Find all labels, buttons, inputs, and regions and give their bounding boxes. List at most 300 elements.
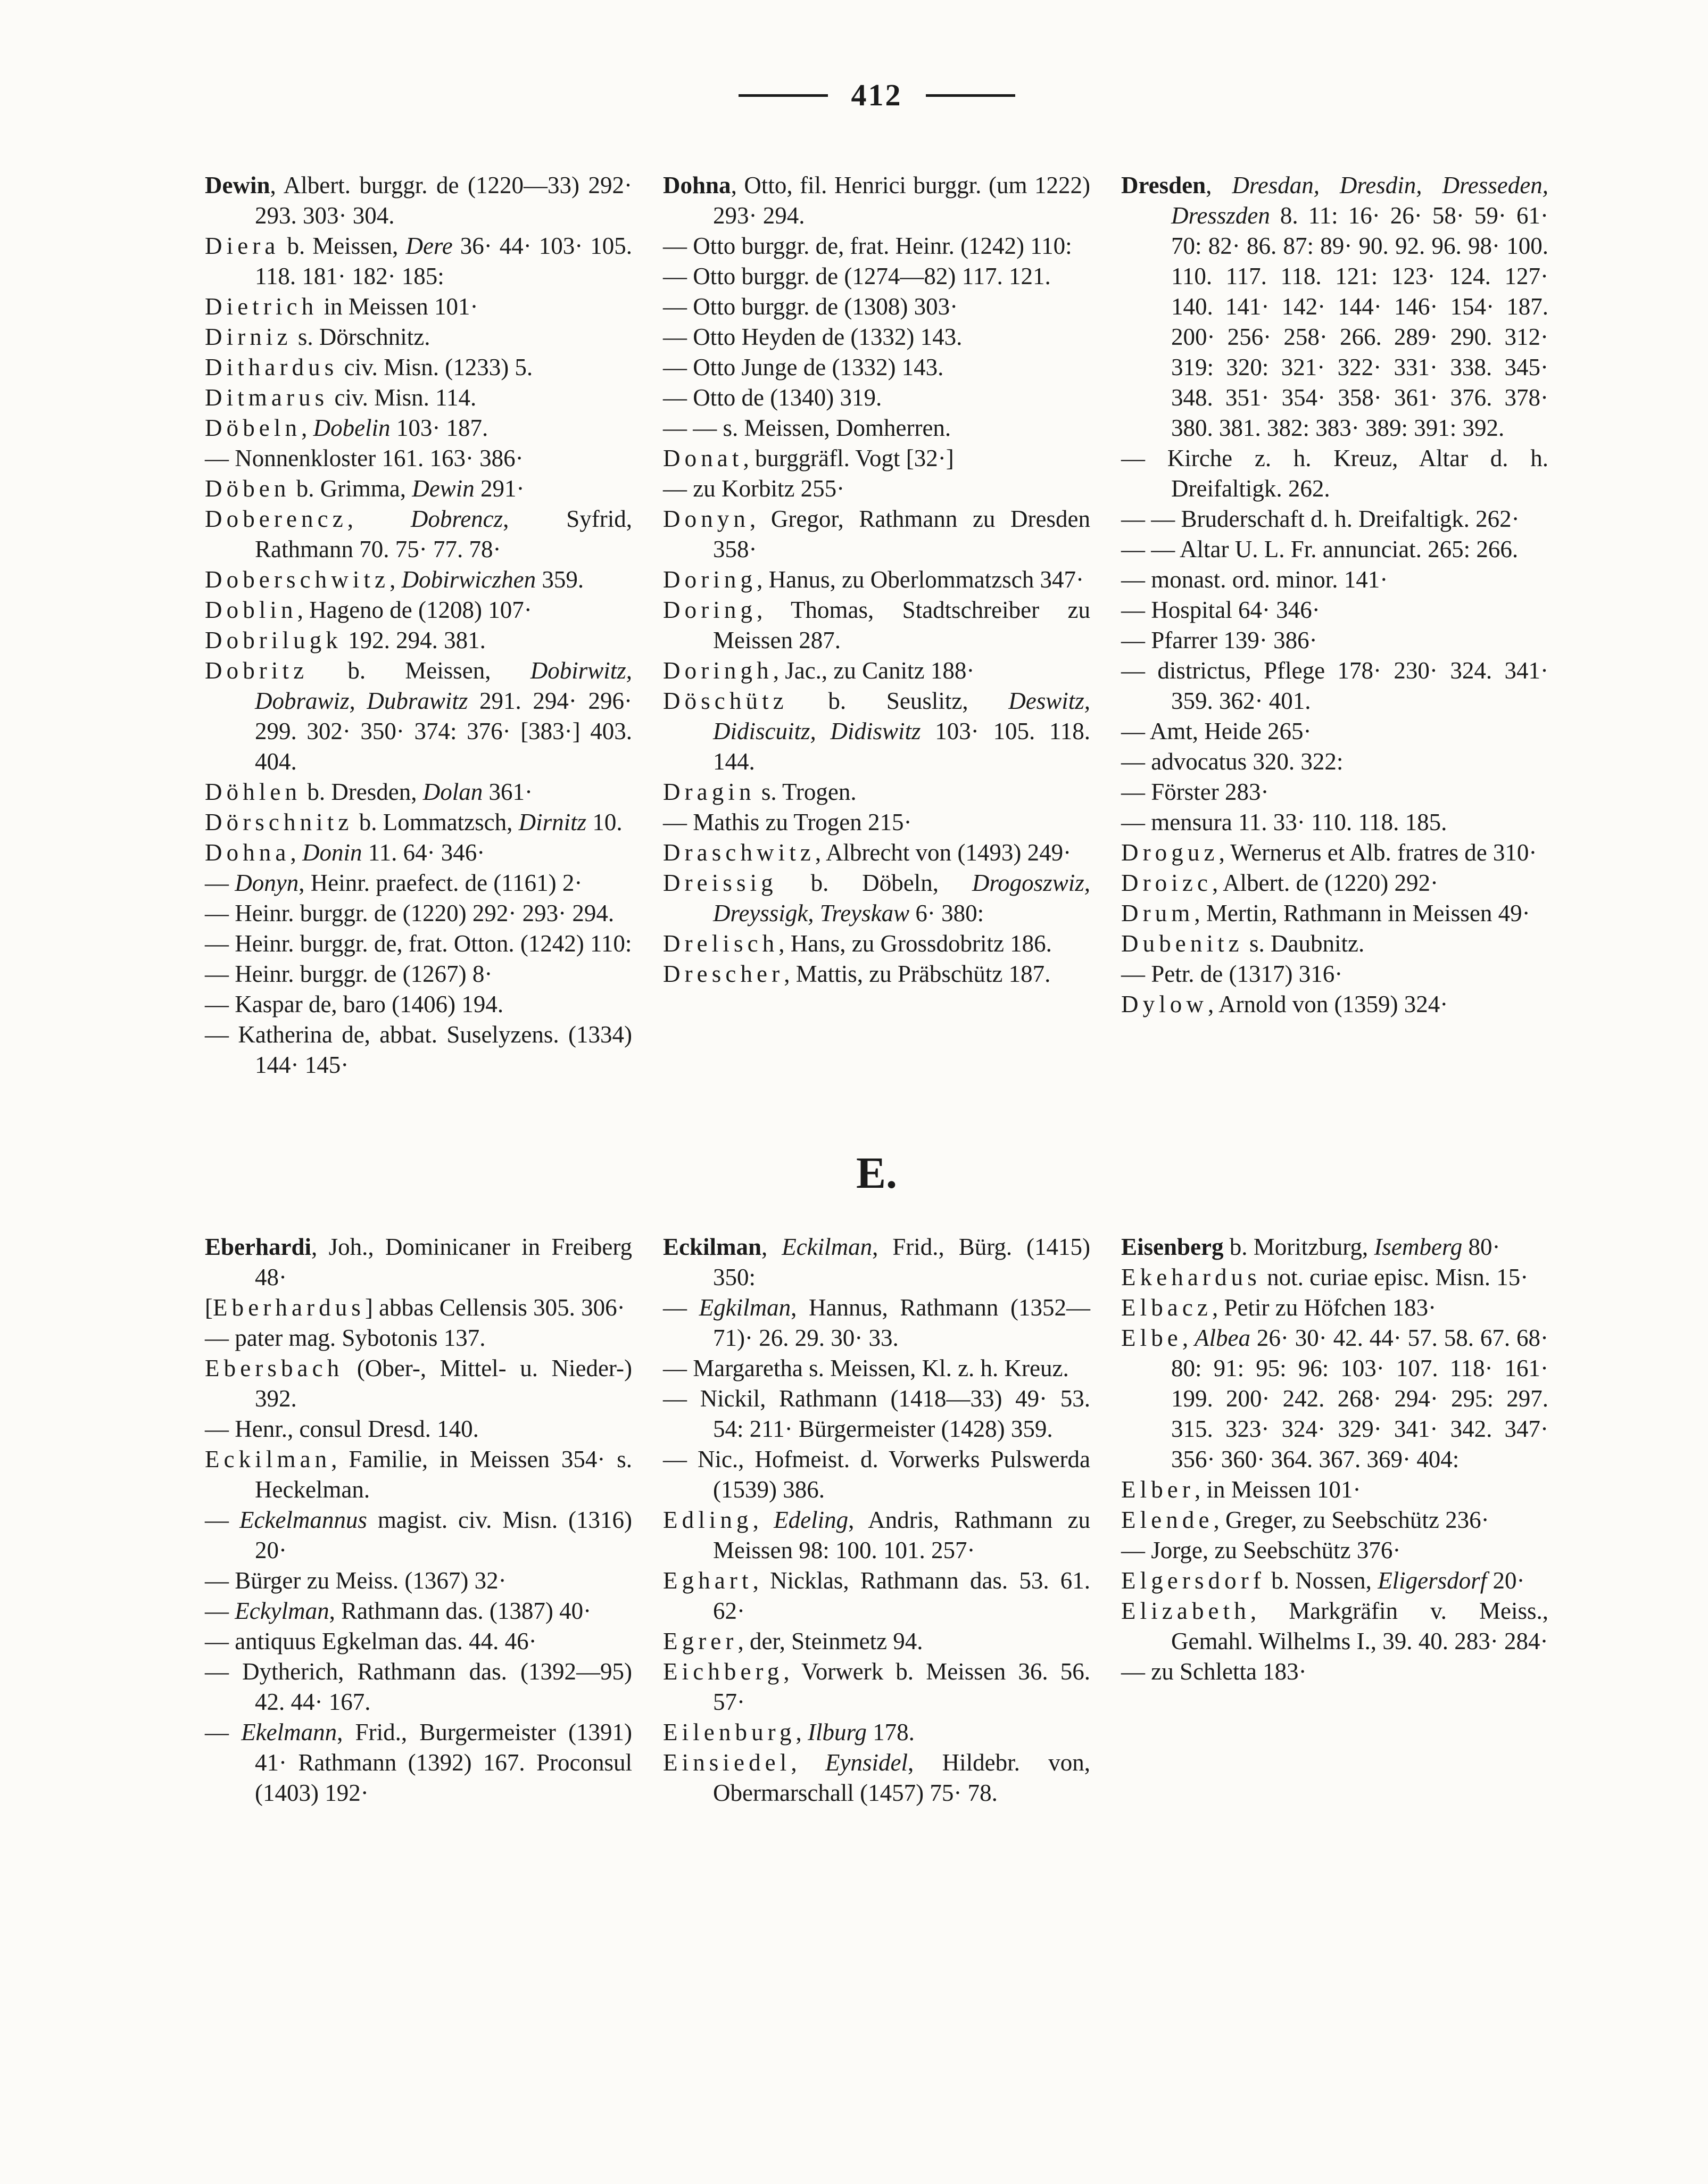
entry-text: — — Bruderschaft d. h. Dreifaltigk. 262· xyxy=(1121,506,1520,532)
variant-italic: Eckylman xyxy=(235,1598,329,1624)
index-entry xyxy=(663,595,1090,656)
headword-spaced: Drescher xyxy=(663,961,784,987)
headword-spaced: Elbacz xyxy=(1121,1294,1213,1321)
entry-text: — Bürger zu Meiss. (1367) 32· xyxy=(205,1567,507,1594)
entry-text: — Otto burggr. de (1308) 303· xyxy=(663,293,958,320)
index-entry xyxy=(205,1444,632,1505)
index-entry xyxy=(205,898,632,929)
entry-text: , xyxy=(1182,1325,1195,1351)
entry-text: — Katherina de, abbat. Suselyzens. (1334) 144· 145· xyxy=(205,1021,632,1078)
entry-text: , xyxy=(301,415,313,441)
entry-text: , xyxy=(347,506,411,532)
entry-text: , Albert. de (1220) 292· xyxy=(1212,870,1438,896)
entry-text: , Petir zu Höfchen 183· xyxy=(1212,1294,1437,1321)
entry-text: — monast. ord. minor. 141· xyxy=(1121,566,1388,593)
index-entry xyxy=(663,383,1090,413)
headword-spaced: Döben xyxy=(205,475,291,502)
index-entry xyxy=(1121,565,1548,595)
index-entry xyxy=(663,322,1090,352)
index-entry xyxy=(205,1596,632,1626)
entry-text: — Otto Junge de (1332) 143. xyxy=(663,354,944,380)
headword-bold: Eckilman xyxy=(663,1234,762,1260)
entry-text: , Mattis, zu Präbschütz 187. xyxy=(784,961,1051,987)
index-entry xyxy=(205,1323,632,1353)
index-entry xyxy=(205,1657,632,1717)
variant-italic: Donin xyxy=(302,839,362,866)
entry-text: — Jorge, zu Seebschütz 376· xyxy=(1121,1537,1401,1563)
index-entry xyxy=(205,170,632,231)
entry-text: , Arnold von (1359) 324· xyxy=(1208,991,1448,1017)
entry-text: — Pfarrer 139· 386· xyxy=(1121,627,1317,653)
entry-text: b. Lommatzsch, xyxy=(353,809,519,835)
entry-text: — Henr., consul Dresd. 140. xyxy=(205,1416,479,1442)
headword-bold: Eberhardi xyxy=(205,1234,312,1260)
entry-text: — Heinr. burggr. de, frat. Otton. (1242) 110: xyxy=(205,930,632,957)
entry-text: — zu Korbitz 255· xyxy=(663,475,845,502)
index-entry xyxy=(663,929,1090,959)
index-entry xyxy=(205,322,632,352)
headword-spaced: Eckilman xyxy=(205,1446,331,1472)
variant-italic: Deswitz, Didiscuitz, Didiswitz xyxy=(713,688,1090,744)
index-column xyxy=(1121,170,1548,1020)
index-entry xyxy=(205,443,632,474)
entry-text: , Heinr. praefect. de (1161) 2· xyxy=(299,870,583,896)
index-section xyxy=(205,170,1548,1080)
index-entry xyxy=(205,383,632,413)
entry-text: — Otto burggr. de (1274—82) 117. 121. xyxy=(663,263,1051,289)
index-entry xyxy=(1121,929,1548,959)
entry-text: — Otto Heyden de (1332) 143. xyxy=(663,324,963,350)
index-column xyxy=(663,1232,1090,1808)
headword-spaced: Dobritz xyxy=(205,657,309,684)
variant-italic: Ilburg xyxy=(808,1719,867,1745)
variant-italic: Drogoszwiz, Dreyssigk, Treyskaw xyxy=(713,870,1090,926)
entry-text: — Hospital 64· 346· xyxy=(1121,597,1320,623)
variant-italic: Dobelin xyxy=(313,415,391,441)
column-group xyxy=(205,1232,1548,1808)
entry-text: , Albert. burggr. de (1220—33) 292· 293. 303· 304. xyxy=(255,172,632,229)
index-entry xyxy=(205,929,632,959)
index-entry xyxy=(205,1717,632,1808)
variant-italic: Edeling xyxy=(774,1507,849,1533)
index-entry xyxy=(205,838,632,868)
headword-bold: Eisenberg xyxy=(1121,1234,1224,1260)
entry-text: s. Trogen. xyxy=(755,779,857,805)
index-entry xyxy=(663,292,1090,322)
entry-text: 103· 187. xyxy=(390,415,488,441)
page-number: 412 xyxy=(851,78,902,112)
entry-text: 359. xyxy=(536,566,584,593)
entry-text: , xyxy=(1206,172,1232,198)
entry-text: b. Seuslitz, xyxy=(787,688,1009,714)
index-entry xyxy=(1121,838,1548,868)
entry-text: , Frid., Burgermeister (1391) 41· Rathmann (1392) 167. Proconsul (1403) 192· xyxy=(255,1719,632,1806)
entry-text: , Hans, zu Grossdobritz 186. xyxy=(778,930,1052,957)
headword-bold: Dresden xyxy=(1121,172,1206,198)
index-entry xyxy=(205,777,632,807)
index-entry xyxy=(205,231,632,292)
headword-spaced: Dithardus xyxy=(205,354,338,380)
entry-text: , Familie, in Meissen 354· s. Heckelman. xyxy=(255,1446,632,1503)
entry-text: — xyxy=(205,870,235,896)
headword-spaced: Doring xyxy=(663,566,757,593)
headword-spaced: Döschütz xyxy=(663,688,788,714)
index-entry xyxy=(205,504,632,565)
entry-text: — Nic., Hofmeist. d. Vorwerks Pulswerda (1539) 386. xyxy=(663,1446,1090,1503)
headword-spaced: Dirniz xyxy=(205,324,292,350)
entry-text: — Petr. de (1317) 316· xyxy=(1121,961,1343,987)
entry-text: 11. 64· 346· xyxy=(362,839,485,866)
index-entry xyxy=(663,656,1090,686)
index-entry xyxy=(1121,443,1548,504)
index-entry xyxy=(205,656,632,777)
headword-spaced: Doblin xyxy=(205,597,297,623)
index-entry xyxy=(1121,747,1548,777)
entry-text: , xyxy=(290,839,302,866)
headword-spaced: Dobrilugk xyxy=(205,627,342,653)
headword-spaced: Doringh xyxy=(663,657,773,684)
entry-text: — Heinr. burggr. de (1220) 292· 293· 294. xyxy=(205,900,615,926)
index-entry xyxy=(663,1505,1090,1566)
index-entry xyxy=(663,1626,1090,1657)
entry-text: — xyxy=(205,1719,242,1745)
headword-spaced: Dreissig xyxy=(663,870,777,896)
entry-text: — advocatus 320. 322: xyxy=(1121,748,1344,775)
entry-text: b. Grimma, xyxy=(290,475,412,502)
index-entry xyxy=(1121,1475,1548,1505)
index-entry xyxy=(663,1748,1090,1808)
index-entry xyxy=(205,474,632,504)
headword-spaced: Dubenitz xyxy=(1121,930,1243,957)
headword-spaced: Donyn xyxy=(663,506,750,532)
index-entry xyxy=(663,413,1090,443)
headword-spaced: Elende xyxy=(1121,1507,1214,1533)
headword-spaced: Elbe xyxy=(1121,1325,1182,1351)
index-column xyxy=(205,1232,632,1808)
index-entry xyxy=(1121,504,1548,534)
entry-text: — zu Schletta 183· xyxy=(1121,1658,1307,1685)
headword-spaced: Einsiedel xyxy=(663,1749,791,1776)
headword-spaced: Droizc xyxy=(1121,870,1213,896)
index-entry xyxy=(663,1232,1090,1293)
header-rule-right xyxy=(926,94,1015,97)
variant-italic: Ekelmann xyxy=(241,1719,337,1745)
entry-text: b. Nossen, xyxy=(1265,1567,1378,1594)
entry-text: — Amt, Heide 265· xyxy=(1121,718,1312,744)
entry-text: — Kirche z. h. Kreuz, Altar d. h. Dreifaltigk. 262. xyxy=(1121,445,1548,502)
entry-text: , Thomas, Stadtschreiber zu Meissen 287. xyxy=(713,597,1090,653)
headword-spaced: Donat xyxy=(663,445,743,471)
index-entry xyxy=(663,959,1090,989)
index-entry xyxy=(1121,170,1548,443)
entry-text: , Frid., Bürg. (1415) 350: xyxy=(713,1234,1090,1290)
entry-text: , Jac., zu Canitz 188· xyxy=(773,657,975,684)
index-entry xyxy=(663,1566,1090,1626)
index-column xyxy=(663,170,1090,989)
index-entry xyxy=(1121,716,1548,747)
entry-text: , Vorwerk b. Meissen 36. 56. 57· xyxy=(713,1658,1090,1715)
index-entry xyxy=(663,352,1090,383)
entry-text: b. Dresden, xyxy=(301,779,423,805)
entry-text: , Gregor, Rathmann zu Dresden 358· xyxy=(713,506,1090,562)
entry-text: 10. xyxy=(586,809,623,835)
entry-text: , xyxy=(389,566,402,593)
entry-text: , Rathmann das. (1387) 40· xyxy=(329,1598,592,1624)
index-entry xyxy=(205,1232,632,1293)
index-entry xyxy=(205,1293,632,1323)
index-entry xyxy=(205,1020,632,1080)
entry-text: ] abbas Cellensis 305. 306· xyxy=(364,1294,625,1321)
headword-spaced: Doberencz xyxy=(205,506,347,532)
headword-spaced: Ebersbach xyxy=(205,1355,344,1381)
index-entry xyxy=(1121,777,1548,807)
entry-text: , in Meissen 101· xyxy=(1194,1476,1361,1503)
index-column xyxy=(1121,1232,1548,1687)
index-entry xyxy=(663,170,1090,231)
headword-spaced: Droguz xyxy=(1121,839,1219,866)
index-entry xyxy=(663,565,1090,595)
entry-text: not. curiae episc. Misn. 15· xyxy=(1261,1264,1529,1290)
entry-text: civ. Misn. (1233) 5. xyxy=(338,354,533,380)
variant-italic: Dere xyxy=(405,233,453,259)
headword-spaced: Dohna xyxy=(205,839,291,866)
entry-text: 80· xyxy=(1462,1234,1500,1260)
entry-text: 291. 294· 296· 299. 302· 350· 374: 376· [383·] 403. 404. xyxy=(255,688,632,775)
entry-text: 20· xyxy=(1487,1567,1525,1594)
entry-text: — Margaretha s. Meissen, Kl. z. h. Kreuz. xyxy=(663,1355,1069,1381)
headword-bold: Dewin xyxy=(205,172,270,198)
entry-text: — Heinr. burggr. de (1267) 8· xyxy=(205,961,493,987)
entry-text: , xyxy=(791,1749,826,1776)
entry-text: , Hageno de (1208) 107· xyxy=(297,597,532,623)
index-entry xyxy=(1121,1535,1548,1566)
index-entry xyxy=(1121,1596,1548,1657)
headword-spaced: Dylow xyxy=(1121,991,1208,1017)
headword-spaced: Doring xyxy=(663,597,757,623)
headword-spaced: Dörschnitz xyxy=(205,809,353,835)
variant-italic: Egkilman xyxy=(699,1294,791,1321)
entry-text: , Markgräfin v. Meiss., Gemahl. Wilhelms I., 39. 40. 283· 284· xyxy=(1171,1598,1548,1654)
entry-text: , der, Steinmetz 94. xyxy=(737,1628,923,1654)
entry-text: , Syfrid, Rathmann 70. 75· 77. 78· xyxy=(255,506,632,562)
entry-text: , Wernerus et Alb. fratres de 310· xyxy=(1218,839,1537,866)
entry-text: 36· 44· 103· 105. 118. 181· 182· 185: xyxy=(255,233,632,289)
entry-text: , xyxy=(795,1719,808,1745)
entry-text: , Mertin, Rathmann in Meissen 49· xyxy=(1194,900,1530,926)
index-entry xyxy=(1121,625,1548,656)
index-entry xyxy=(205,959,632,989)
entry-text: , xyxy=(761,1234,782,1260)
entry-text: — Otto burggr. de, frat. Heinr. (1242) 110: xyxy=(663,233,1072,259)
headword-spaced: Drum xyxy=(1121,900,1195,926)
index-entry xyxy=(1121,1505,1548,1535)
headword-spaced: Draschwitz xyxy=(663,839,815,866)
headword-spaced: Drelisch xyxy=(663,930,779,957)
index-entry xyxy=(1121,1232,1548,1262)
variant-italic: Dolan xyxy=(422,779,483,805)
index-entry xyxy=(1121,959,1548,989)
index-content xyxy=(205,170,1548,1808)
index-entry xyxy=(663,1444,1090,1505)
entry-text: s. Daubnitz. xyxy=(1243,930,1365,957)
index-entry xyxy=(205,1626,632,1657)
index-entry xyxy=(205,292,632,322)
entry-text: civ. Misn. 114. xyxy=(328,384,477,411)
entry-text: — districtus, Pflege 178· 230· 324. 341· 359. 362· 401. xyxy=(1121,657,1548,714)
entry-text: 8. 11: 16· 26· 58· 59· 61· 70: 82· 86. 87: 89· 90. 92. 96. 98· 100. 110. 117. 118. 121: 123· 124. 127· 140. 141· 142· 144· 146· 154· 187. 200· 256· 258· 266. 289· 290. 312· 319: 320: 321· 322· 331· 338. 345· 348. 351· 354· 358· 361· 376. 378· 380. 381. 382: 383· 389: 391: 392. xyxy=(1171,202,1548,441)
entry-text: — Kaspar de, baro (1406) 194. xyxy=(205,991,504,1017)
headword-spaced: Diera xyxy=(205,233,280,259)
index-entry xyxy=(1121,868,1548,898)
headword-spaced: Elizabeth xyxy=(1121,1598,1250,1624)
headword-spaced: Ditmarus xyxy=(205,384,329,411)
entry-text: — Nonnenkloster 161. 163· 386· xyxy=(205,445,524,471)
variant-italic: Dirnitz xyxy=(518,809,587,835)
entry-text: , Hanus, zu Oberlommatzsch 347· xyxy=(757,566,1084,593)
entry-text: — Dytherich, Rathmann das. (1392—95) 42. 44· 167. xyxy=(205,1658,632,1715)
index-column xyxy=(205,170,632,1080)
entry-text: 291· xyxy=(474,475,525,502)
entry-text: b. Meissen, xyxy=(308,657,530,684)
index-entry xyxy=(205,807,632,838)
index-entry xyxy=(663,686,1090,777)
entry-text: , Albrecht von (1493) 249· xyxy=(815,839,1072,866)
index-entry xyxy=(1121,898,1548,929)
variant-italic: Dewin xyxy=(412,475,475,502)
entry-text: — antiquus Egkelman das. 44. 46· xyxy=(205,1628,537,1654)
index-entry xyxy=(663,1293,1090,1353)
headword-spaced: Ekehardus xyxy=(1121,1264,1261,1290)
index-entry xyxy=(663,261,1090,292)
index-entry xyxy=(663,231,1090,261)
entry-text: — xyxy=(663,1294,699,1321)
entry-text: — xyxy=(205,1507,239,1533)
headword-spaced: Elber xyxy=(1121,1476,1195,1503)
variant-italic: Albea xyxy=(1195,1325,1250,1351)
variant-italic: Dobirwiczhen xyxy=(401,566,536,593)
headword-spaced: Dragin xyxy=(663,779,756,805)
entry-text: 178. xyxy=(866,1719,915,1745)
entry-text: in Meissen 101· xyxy=(318,293,478,320)
index-entry xyxy=(663,1717,1090,1748)
variant-italic: Eligersdorf xyxy=(1378,1567,1487,1594)
entry-text: magist. civ. Misn. (1316) 20· xyxy=(255,1507,633,1563)
entry-text: — — s. Meissen, Domherren. xyxy=(663,415,951,441)
headword-spaced: Dietrich xyxy=(205,293,318,320)
entry-text: 192. 294. 381. xyxy=(342,627,486,653)
variant-italic: Eynsidel xyxy=(825,1749,908,1776)
index-entry xyxy=(1121,1293,1548,1323)
entry-text: , Hannus, Rathmann (1352—71)· 26. 29. 30· 33. xyxy=(713,1294,1091,1351)
variant-italic: Eckilman xyxy=(782,1234,873,1260)
index-entry xyxy=(1121,1566,1548,1596)
entry-text: s. Dörschnitz. xyxy=(292,324,430,350)
section-heading: E. xyxy=(856,1148,898,1198)
entry-text: b. Meissen, xyxy=(279,233,406,259)
index-entry xyxy=(1121,1323,1548,1475)
entry-text: 6· 380: xyxy=(909,900,984,926)
entry-text: — Otto de (1340) 319. xyxy=(663,384,882,411)
entry-text: b. Döbeln, xyxy=(777,870,972,896)
entry-text: — Förster 283· xyxy=(1121,779,1269,805)
index-entry xyxy=(1121,989,1548,1020)
variant-italic: Dresdan, Dresdin, Dresseden, Dresszden xyxy=(1171,172,1549,229)
index-section xyxy=(205,1147,1548,1808)
index-entry xyxy=(663,838,1090,868)
index-entry xyxy=(663,1657,1090,1717)
index-entry xyxy=(1121,656,1548,716)
headword-spaced: Eichberg xyxy=(663,1658,784,1685)
entry-text: , Greger, zu Seebschütz 236· xyxy=(1213,1507,1489,1533)
index-entry xyxy=(205,989,632,1020)
entry-text: — — Altar U. L. Fr. annunciat. 265: 266. xyxy=(1121,536,1519,562)
index-entry xyxy=(205,595,632,625)
variant-italic: Donyn xyxy=(235,870,299,896)
variant-italic: Dobirwitz, Dobrawiz, Dubrawitz xyxy=(255,657,632,714)
index-entry xyxy=(205,352,632,383)
entry-text: [ xyxy=(205,1294,213,1321)
index-entry xyxy=(663,777,1090,807)
variant-italic: Dobrencz xyxy=(410,506,503,532)
headword-bold: Dohna xyxy=(663,172,731,198)
headword-spaced: Doberschwitz xyxy=(205,566,390,593)
index-entry xyxy=(663,868,1090,929)
index-entry xyxy=(1121,595,1548,625)
index-entry xyxy=(205,1566,632,1596)
entry-text: , Joh., Dominicaner in Freiberg 48· xyxy=(255,1234,632,1290)
column-group xyxy=(205,170,1548,1080)
index-entry xyxy=(205,1505,632,1566)
page-header xyxy=(205,80,1548,111)
index-entry xyxy=(663,443,1090,474)
headword-spaced: Eberhardus xyxy=(213,1294,365,1321)
entry-text: 361· xyxy=(483,779,533,805)
entry-text: , burggräfl. Vogt [32·] xyxy=(743,445,954,471)
entry-text: , Hildebr. von, Obermarschall (1457) 75· 78. xyxy=(713,1749,1090,1806)
headword-spaced: Egrer xyxy=(663,1628,738,1654)
index-entry xyxy=(663,504,1090,565)
headword-spaced: Döbeln xyxy=(205,415,302,441)
entry-text: — Mathis zu Trogen 215· xyxy=(663,809,912,835)
index-entry xyxy=(1121,807,1548,838)
entry-text: , Nicklas, Rathmann das. 53. 61. 62· xyxy=(713,1567,1090,1624)
headword-spaced: Eghart xyxy=(663,1567,753,1594)
entry-text: , Otto, fil. Henrici burggr. (um 1222) 293· 294. xyxy=(713,172,1090,229)
entry-text: — pater mag. Sybotonis 137. xyxy=(205,1325,486,1351)
header-rule-left xyxy=(739,94,828,97)
entry-text: — xyxy=(205,1598,235,1624)
entry-text: — mensura 11. 33· 110. 118. 185. xyxy=(1121,809,1447,835)
index-entry xyxy=(1121,1262,1548,1293)
entry-text: b. Moritzburg, xyxy=(1223,1234,1374,1260)
entry-text: — Nickil, Rathmann (1418—33) 49· 53. 54: 211· Bürgermeister (1428) 359. xyxy=(663,1385,1090,1442)
headword-spaced: Elgersdorf xyxy=(1121,1567,1265,1594)
index-entry xyxy=(663,474,1090,504)
headword-spaced: Edling xyxy=(663,1507,753,1533)
entry-text: (Ober-, Mittel- u. Nieder-) 392. xyxy=(255,1355,632,1412)
index-entry xyxy=(205,625,632,656)
index-entry xyxy=(205,565,632,595)
entry-text: , xyxy=(752,1507,774,1533)
index-entry xyxy=(205,868,632,898)
headword-spaced: Eilenburg xyxy=(663,1719,796,1745)
index-entry xyxy=(1121,1657,1548,1687)
variant-italic: Isemberg xyxy=(1374,1234,1463,1260)
index-entry xyxy=(663,1353,1090,1384)
entry-text: , Andris, Rathmann zu Meissen 98: 100. 101. 257· xyxy=(713,1507,1090,1563)
variant-italic: Eckelmannus xyxy=(239,1507,367,1533)
index-entry xyxy=(1121,534,1548,565)
